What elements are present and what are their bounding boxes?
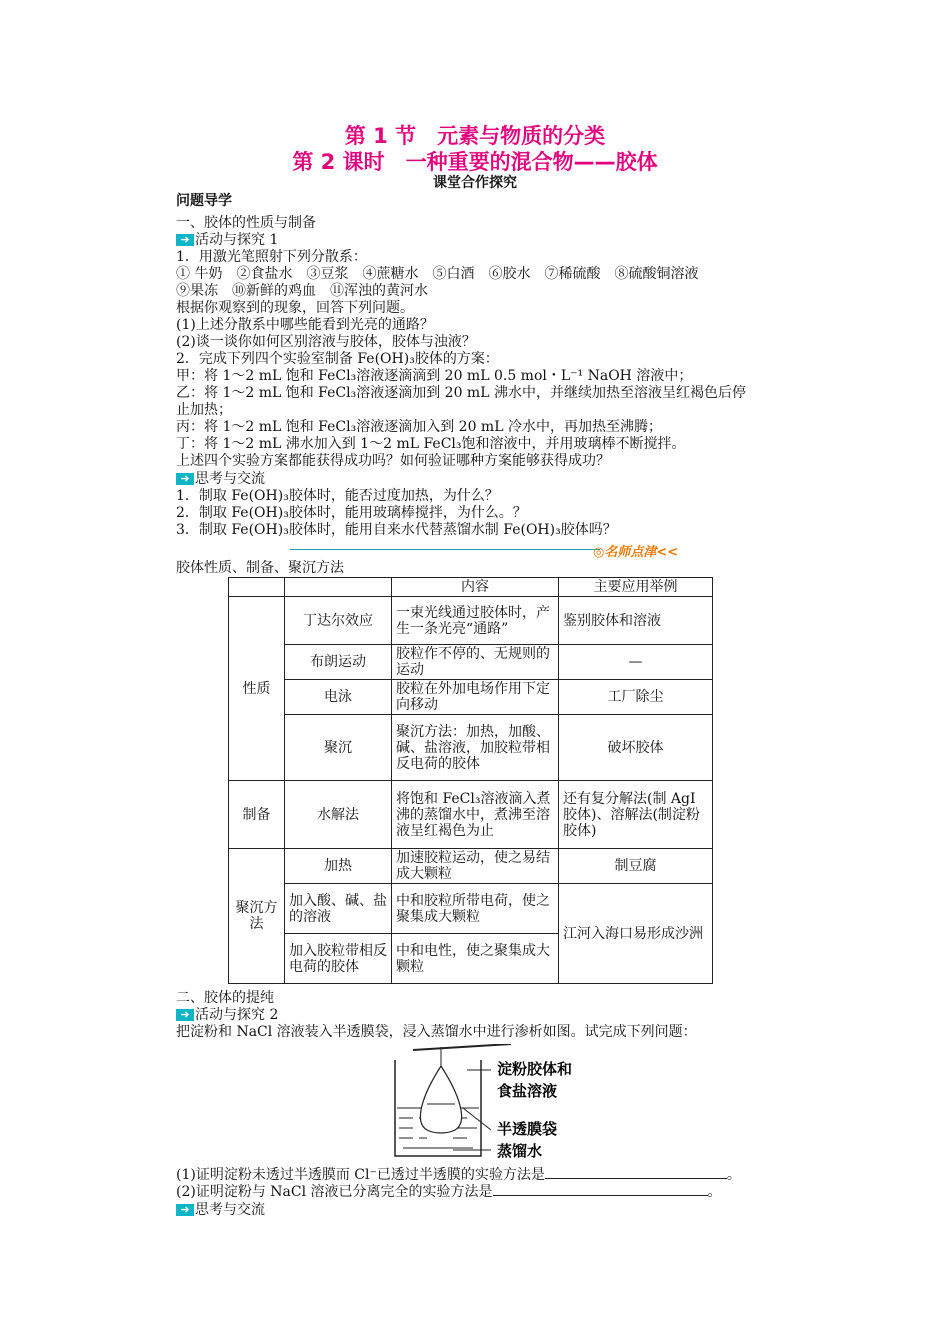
arrow-icon: ➜ bbox=[176, 234, 194, 246]
arrow-icon: ➜ bbox=[176, 473, 194, 485]
p1-line: 根据你观察到的现象，回答下列问题。 bbox=[176, 300, 414, 316]
row-content: 一束光线通过胶体时，产生一条光亮“通路” bbox=[392, 597, 559, 645]
row-content: 加速胶粒运动，使之易结成大颗粒 bbox=[392, 849, 559, 884]
group-label: 聚沉方法 bbox=[229, 849, 285, 984]
col-header: 内容 bbox=[392, 578, 559, 597]
colloid-table bbox=[228, 577, 713, 984]
p1-line: 1．用激光笔照射下列分散系： bbox=[176, 249, 367, 265]
table-caption: 胶体性质、制备、聚沉方法 bbox=[176, 560, 344, 576]
p1-line: ① 牛奶 ②食盐水 ③豆浆 ④蔗糖水 ⑤白酒 ⑥胶水 ⑦稀硫酸 ⑧硫酸铜溶液 bbox=[176, 266, 699, 282]
p1-line: 止加热； bbox=[176, 402, 232, 418]
lesson-title: 第 2 课时 一种重要的混合物——胶体 bbox=[292, 150, 658, 174]
row-app: 鉴别胶体和溶液 bbox=[559, 597, 713, 645]
think-line: 2．制取 Fe(OH)₃胶体时，能用玻璃棒搅拌，为什么。？ bbox=[176, 505, 527, 521]
question-1: (1)证明淀粉未透过半透膜而 Cl⁻已透过半透膜的实验方法是 。 bbox=[176, 1167, 741, 1183]
row-name: 水解法 bbox=[285, 781, 392, 849]
p1-line: ⑨果冻 ⑩新鲜的鸡血 ⑪浑浊的黄河水 bbox=[176, 283, 428, 299]
row-content: 聚沉方法：加热，加酸、碱、盐溶液，加胶粒带相反电荷的胶体 bbox=[392, 715, 559, 781]
row-content: 胶粒在外加电场作用下定向移动 bbox=[392, 680, 559, 715]
subtitle: 课堂合作探究 bbox=[433, 175, 517, 191]
think-line: 1．制取 Fe(OH)₃胶体时，能否过度加热，为什么？ bbox=[176, 488, 499, 504]
fig-label: 蒸馏水 bbox=[497, 1142, 543, 1160]
row-app: 破坏胶体 bbox=[559, 715, 713, 781]
part2-heading: 二、胶体的提纯 bbox=[176, 990, 274, 1006]
membrane-bag bbox=[420, 1066, 461, 1133]
fig-label: 食盐溶液 bbox=[497, 1082, 558, 1100]
activity-2: ➜ 活动与探究 2 bbox=[176, 1007, 278, 1023]
row-app: 制豆腐 bbox=[559, 849, 713, 884]
dialysis-figure bbox=[383, 1044, 613, 1162]
p1-line: 乙：将 1～2 mL 饱和 FeCl₃溶液逐滴加到 20 mL 沸水中，并继续加热至溶液呈红褐色后停 bbox=[176, 385, 746, 401]
row-name: 布朗运动 bbox=[285, 645, 392, 680]
glass-rod bbox=[413, 1044, 511, 1050]
p1-line: (2)谈一谈你如何区别溶液与胶体，胶体与浊液？ bbox=[176, 334, 476, 350]
guide-heading: 问题导学 bbox=[176, 193, 232, 209]
part2-intro: 把淀粉和 NaCl 溶液装入半透膜袋，浸入蒸馏水中进行渗析如图。试完成下列问题： bbox=[176, 1024, 697, 1040]
question-2: (2)证明淀粉与 NaCl 溶液已分离完全的实验方法是 。 bbox=[176, 1184, 722, 1200]
tips-badge: ◎名师点津<< bbox=[593, 545, 679, 560]
row-name: 加入酸、碱、盐的溶液 bbox=[285, 884, 392, 934]
p1-line: 甲：将 1～2 mL 饱和 FeCl₃溶液逐滴滴到 20 mL 0.5 mol・L⁻¹ NaOH 溶液中； bbox=[176, 368, 693, 384]
row-name: 丁达尔效应 bbox=[285, 597, 392, 645]
divider-line bbox=[290, 549, 600, 550]
row-app: 工厂除尘 bbox=[559, 680, 713, 715]
p1-line: 上述四个实验方案都能获得成功吗？如何验证哪种方案能够获得成功？ bbox=[176, 453, 610, 469]
p1-line: 2．完成下列四个实验室制备 Fe(OH)₃胶体的方案： bbox=[176, 351, 499, 367]
answer-blank[interactable] bbox=[493, 1195, 708, 1196]
part1-heading: 一、胶体的性质与制备 bbox=[176, 215, 316, 231]
row-name: 聚沉 bbox=[285, 715, 392, 781]
p1-line: (1)上述分散系中哪些能看到光亮的通路？ bbox=[176, 317, 434, 333]
row-name: 电泳 bbox=[285, 680, 392, 715]
think-1: ➜ 思考与交流 bbox=[176, 471, 265, 487]
row-name: 加热 bbox=[285, 849, 392, 884]
arrow-icon: ➜ bbox=[176, 1204, 194, 1216]
row-app: 江河入海口易形成沙洲 bbox=[559, 884, 713, 984]
row-content: 胶粒作不停的、无规则的运动 bbox=[392, 645, 559, 680]
p1-line: 丁：将 1～2 mL 沸水加入到 1～2 mL FeCl₃饱和溶液中，并用玻璃棒不断搅拌。 bbox=[176, 436, 686, 452]
row-content: 中和胶粒所带电荷，使之聚集成大颗粒 bbox=[392, 884, 559, 934]
col-header: 主要应用举例 bbox=[559, 578, 713, 597]
group-label: 制备 bbox=[229, 781, 285, 849]
think-line: 3．制取 Fe(OH)₃胶体时，能用自来水代替蒸馏水制 Fe(OH)₃胶体吗？ bbox=[176, 522, 617, 538]
row-content: 将饱和 FeCl₃溶液滴入煮沸的蒸馏水中，煮沸至溶液呈红褐色为止 bbox=[392, 781, 559, 849]
answer-blank[interactable] bbox=[545, 1178, 727, 1179]
row-app: — bbox=[559, 645, 713, 680]
fig-label: 淀粉胶体和 bbox=[497, 1060, 573, 1078]
section-title: 第 1 节 元素与物质的分类 bbox=[344, 124, 606, 148]
fig-label: 半透膜袋 bbox=[497, 1120, 558, 1138]
activity-1: ➜ 活动与探究 1 bbox=[176, 232, 278, 248]
row-content: 中和电性，使之聚集成大颗粒 bbox=[392, 934, 559, 984]
row-app: 还有复分解法(制 AgI 胶体)、溶解法(制淀粉胶体) bbox=[559, 781, 713, 849]
think-2: ➜ 思考与交流 bbox=[176, 1202, 265, 1218]
arrow-icon: ➜ bbox=[176, 1009, 194, 1021]
p1-line: 丙：将 1～2 mL 饱和 FeCl₃溶液逐滴加入到 20 mL 冷水中，再加热至沸腾； bbox=[176, 419, 662, 435]
row-name: 加入胶粒带相反电荷的胶体 bbox=[285, 934, 392, 984]
group-label: 性质 bbox=[229, 597, 285, 781]
